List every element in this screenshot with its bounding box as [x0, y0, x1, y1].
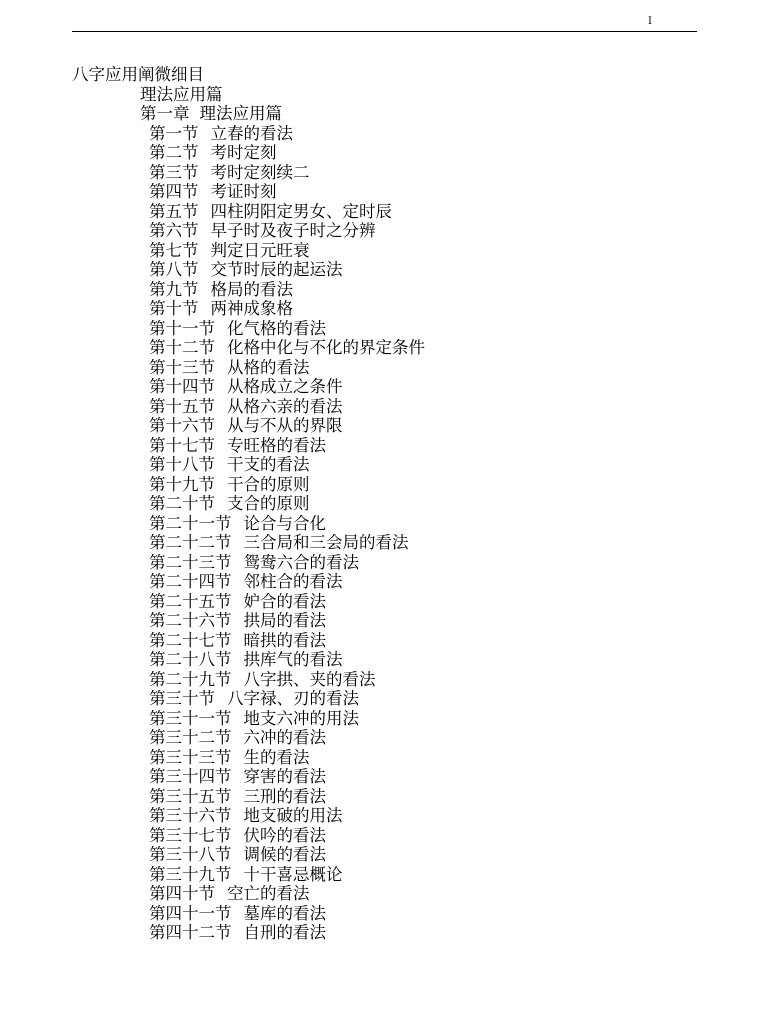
section-title: 干合的原则: [227, 474, 310, 494]
section-number: 第十六节: [149, 416, 215, 435]
chapter-number: 第一章: [140, 104, 190, 123]
toc-section-item: [149, 553, 692, 573]
section-number: 第五节: [149, 201, 199, 221]
section-title: 格局的看法: [210, 279, 293, 299]
toc-section-item: [149, 377, 692, 397]
section-title: 早子时及夜子时之分辨: [210, 221, 376, 240]
toc-section-item: [149, 416, 692, 436]
toc-section-item: [149, 124, 692, 144]
section-title: 生的看法: [243, 747, 310, 767]
section-number: 第二节: [149, 143, 199, 162]
table-of-contents: [72, 65, 692, 943]
toc-section-item: [149, 514, 692, 534]
section-number: 第四节: [149, 182, 199, 201]
toc-section-item: [149, 650, 692, 670]
section-title: 考时定刻续二: [210, 162, 310, 182]
toc-section-item: [149, 865, 692, 885]
section-number: 第三十一节: [149, 708, 232, 728]
section-number: 第十九节: [149, 474, 215, 494]
toc-section-item: [149, 143, 692, 163]
section-title: 立春的看法: [210, 123, 293, 143]
section-title: 暗拱的看法: [243, 630, 326, 650]
toc-section-item: [149, 689, 692, 709]
toc-section-item: [149, 845, 692, 865]
section-title: 拱库气的看法: [243, 650, 343, 669]
toc-section-item: [149, 572, 692, 592]
section-title: 三合局和三会局的看法: [243, 533, 409, 552]
section-number: 第七节: [149, 240, 199, 260]
toc-section-item: [149, 163, 692, 183]
section-number: 第十二节: [149, 338, 215, 357]
section-title: 墓库的看法: [243, 903, 326, 923]
section-title: 专旺格的看法: [227, 435, 326, 455]
toc-title: 八字应用阐微细目: [72, 65, 204, 84]
section-number: 第四十节: [149, 884, 215, 903]
section-number: 第九节: [149, 279, 199, 299]
section-number: 第三十四节: [149, 767, 232, 786]
section-title: 八字禄、刃的看法: [227, 689, 359, 708]
section-number: 第四十二节: [149, 923, 232, 942]
toc-section-item: [149, 260, 692, 280]
section-title: 穿害的看法: [243, 767, 326, 786]
toc-section-item: [149, 631, 692, 651]
section-number: 第三十八节: [149, 845, 232, 864]
section-number: 第三十九节: [149, 864, 232, 884]
toc-section-item: [149, 884, 692, 904]
section-number: 第八节: [149, 260, 199, 279]
toc-section-item: [149, 280, 692, 300]
section-number: 第十节: [149, 299, 199, 318]
section-title: 八字拱、夹的看法: [243, 669, 376, 689]
section-number: 第十七节: [149, 435, 215, 455]
toc-section-item: [149, 202, 692, 222]
toc-section-item: [149, 455, 692, 475]
page-number: I: [648, 16, 652, 27]
section-title: 干支的看法: [227, 455, 310, 474]
section-number: 第十三节: [149, 357, 215, 377]
toc-section-item: [149, 436, 692, 456]
section-number: 第三十七节: [149, 825, 232, 845]
section-title: 考证时刻: [210, 182, 277, 201]
section-title: 邻柱合的看法: [243, 572, 343, 591]
section-title: 论合与合化: [243, 513, 326, 533]
toc-section-item: [149, 241, 692, 261]
toc-section-item: [149, 670, 692, 690]
section-number: 第十四节: [149, 377, 215, 396]
toc-chapter-heading: [140, 104, 692, 124]
section-title: 两神成象格: [210, 299, 293, 318]
chapter-title: 理法应用篇: [199, 104, 282, 123]
section-title: 判定日元旺衰: [210, 240, 310, 260]
toc-section-item: [149, 358, 692, 378]
section-number: 第二十八节: [149, 650, 232, 669]
section-number: 第二十四节: [149, 572, 232, 591]
section-number: 第二十三节: [149, 552, 232, 572]
section-title: 鸳鸯六合的看法: [243, 552, 359, 572]
section-title: 地支六冲的用法: [243, 708, 359, 728]
section-title: 自刑的看法: [243, 923, 326, 942]
toc-section-item: [149, 767, 692, 787]
section-title: 调候的看法: [243, 845, 326, 864]
section-title: 三刑的看法: [243, 786, 326, 806]
section-title: 拱局的看法: [243, 611, 326, 630]
section-number: 第二十五节: [149, 591, 232, 611]
toc-section-item: [149, 611, 692, 631]
toc-section-item: [149, 397, 692, 417]
toc-section-item: [149, 923, 692, 943]
toc-section-item: [149, 533, 692, 553]
section-list: [72, 124, 692, 943]
toc-section-item: [149, 338, 692, 358]
section-title: 从格的看法: [227, 357, 310, 377]
section-number: 第三十六节: [149, 806, 232, 825]
toc-section-item: [149, 806, 692, 826]
section-title: 交节时辰的起运法: [210, 260, 343, 279]
toc-section-item: [149, 592, 692, 612]
header-rule: [72, 31, 697, 32]
section-number: 第四十一节: [149, 903, 232, 923]
section-number: 第三十五节: [149, 786, 232, 806]
section-title: 六冲的看法: [243, 728, 326, 747]
section-title: 从格成立之条件: [227, 377, 343, 396]
section-title: 从格六亲的看法: [227, 396, 343, 416]
section-number: 第十一节: [149, 318, 215, 338]
section-number: 第一节: [149, 123, 199, 143]
toc-section-item: [149, 182, 692, 202]
section-number: 第二十节: [149, 494, 215, 513]
section-number: 第二十一节: [149, 513, 232, 533]
section-title: 四柱阴阳定男女、定时辰: [210, 201, 392, 221]
toc-part-heading: 理法应用篇: [140, 84, 223, 104]
section-title: 考时定刻: [210, 143, 277, 162]
toc-section-item: [149, 709, 692, 729]
section-number: 第二十九节: [149, 669, 232, 689]
toc-section-item: [149, 748, 692, 768]
section-number: 第三十三节: [149, 747, 232, 767]
toc-section-item: [149, 826, 692, 846]
toc-section-item: [149, 299, 692, 319]
section-title: 伏吟的看法: [243, 825, 326, 845]
section-number: 第二十七节: [149, 630, 232, 650]
section-title: 地支破的用法: [243, 806, 343, 825]
toc-section-item: [149, 475, 692, 495]
toc-section-item: [149, 904, 692, 924]
section-number: 第三十二节: [149, 728, 232, 747]
section-title: 十干喜忌概论: [243, 864, 343, 884]
section-number: 第六节: [149, 221, 199, 240]
section-number: 第三十节: [149, 689, 215, 708]
section-number: 第二十二节: [149, 533, 232, 552]
toc-section-item: [149, 494, 692, 514]
toc-section-item: [149, 319, 692, 339]
toc-section-item: [149, 221, 692, 241]
section-title: 支合的原则: [227, 494, 310, 513]
section-title: 空亡的看法: [227, 884, 310, 903]
section-number: 第十八节: [149, 455, 215, 474]
section-title: 化格中化与不化的界定条件: [227, 338, 425, 357]
toc-section-item: [149, 787, 692, 807]
section-title: 妒合的看法: [243, 591, 326, 611]
toc-section-item: [149, 728, 692, 748]
section-number: 第三节: [149, 162, 199, 182]
section-title: 从与不从的界限: [227, 416, 343, 435]
section-number: 第二十六节: [149, 611, 232, 630]
section-title: 化气格的看法: [227, 318, 326, 338]
section-number: 第十五节: [149, 396, 215, 416]
